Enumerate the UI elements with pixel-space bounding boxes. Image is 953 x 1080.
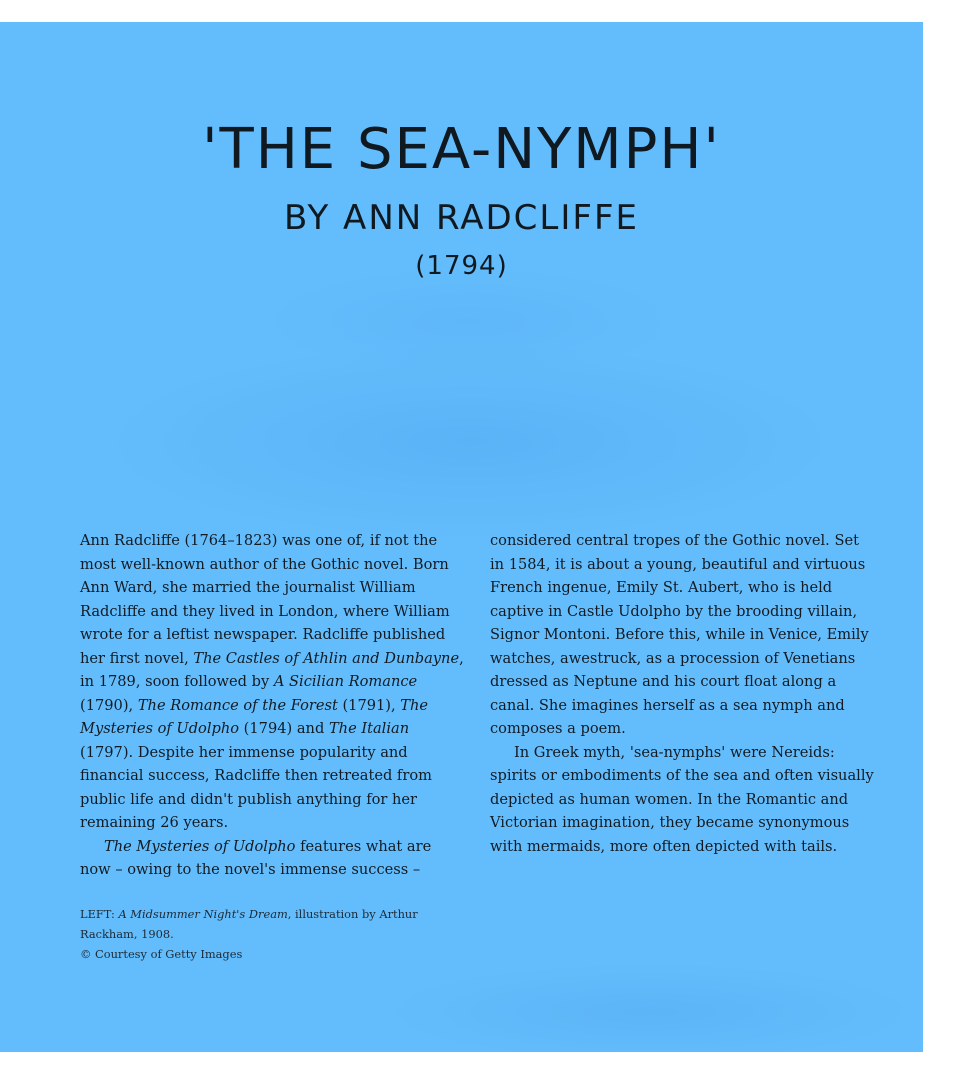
caption-label: LEFT: (80, 907, 119, 921)
right-column (490, 529, 875, 858)
text-run: (1797). Despite her immense popularity and financial success, Radcliffe then retreated from public life and didn't publish anything for her remaining 26 years. (80, 743, 432, 831)
caption-credit: © Courtesy of Getty Images (80, 947, 243, 961)
myth-paragraph: In Greek myth, 'sea-nymphs' were Nereids: spirits or embodiments of the sea and often visually depicted as human women. In the Romantic and Victorian imagination, they became synonymous with mermaids, more often depicted with tails. (490, 743, 874, 855)
text-run: , in 1789, soon followed by (80, 649, 464, 690)
publication-year: (1794) (415, 251, 508, 281)
left-column (80, 529, 465, 882)
book-title: A Sicilian Romance (273, 673, 418, 690)
text-run: (1791), (337, 696, 401, 714)
book-title: The Castles of Athlin and Dunbayne (193, 649, 460, 667)
text-run: Ann Radcliffe (1764–1823) was one of, if not the most well-known author of the Gothic novel. Born Ann Ward, she married the journalist William Radcliffe and they lived in London, where William wrote for a leftist newspaper. Radcliffe published her first novel, (80, 532, 450, 667)
udolpho-paragraph (80, 835, 465, 882)
caption-text (80, 904, 440, 944)
author-byline: BY ANN RADCLIFFE (284, 198, 639, 238)
image-caption (80, 904, 440, 964)
book-title: The Mysteries of Udolpho (104, 837, 296, 855)
text-run: (1790), (80, 696, 138, 714)
book-title: The Italian (328, 720, 410, 737)
page-background (0, 22, 923, 1052)
book-title: The Mysteries of Udolpho (80, 696, 429, 737)
caption-work-title: A Midsummer Night's Dream (118, 907, 288, 921)
text-run: features what are now – owing to the novel's immense success – (80, 837, 432, 878)
book-title: The Romance of the Forest (137, 696, 338, 714)
page-title: 'THE SEA-NYMPH' (202, 117, 721, 182)
intro-paragraph (80, 529, 465, 835)
caption-detail: , illustration by Arthur Rackham, 1908. (80, 907, 418, 941)
plot-paragraph: considered central tropes of the Gothic novel. Set in 1584, it is about a young, beautiful and virtuous French ingenue, Emily St. Aubert, who is held captive in Castle Udolpho by the brooding villain, Signor Montoni. Before this, while in Venice, Emily watches, awestruck, as a procession of Venetians dressed as Neptune and his court float along a canal. She imagines herself as a sea nymph and composes a poem. (490, 532, 869, 737)
text-run: (1794) and (239, 720, 329, 737)
